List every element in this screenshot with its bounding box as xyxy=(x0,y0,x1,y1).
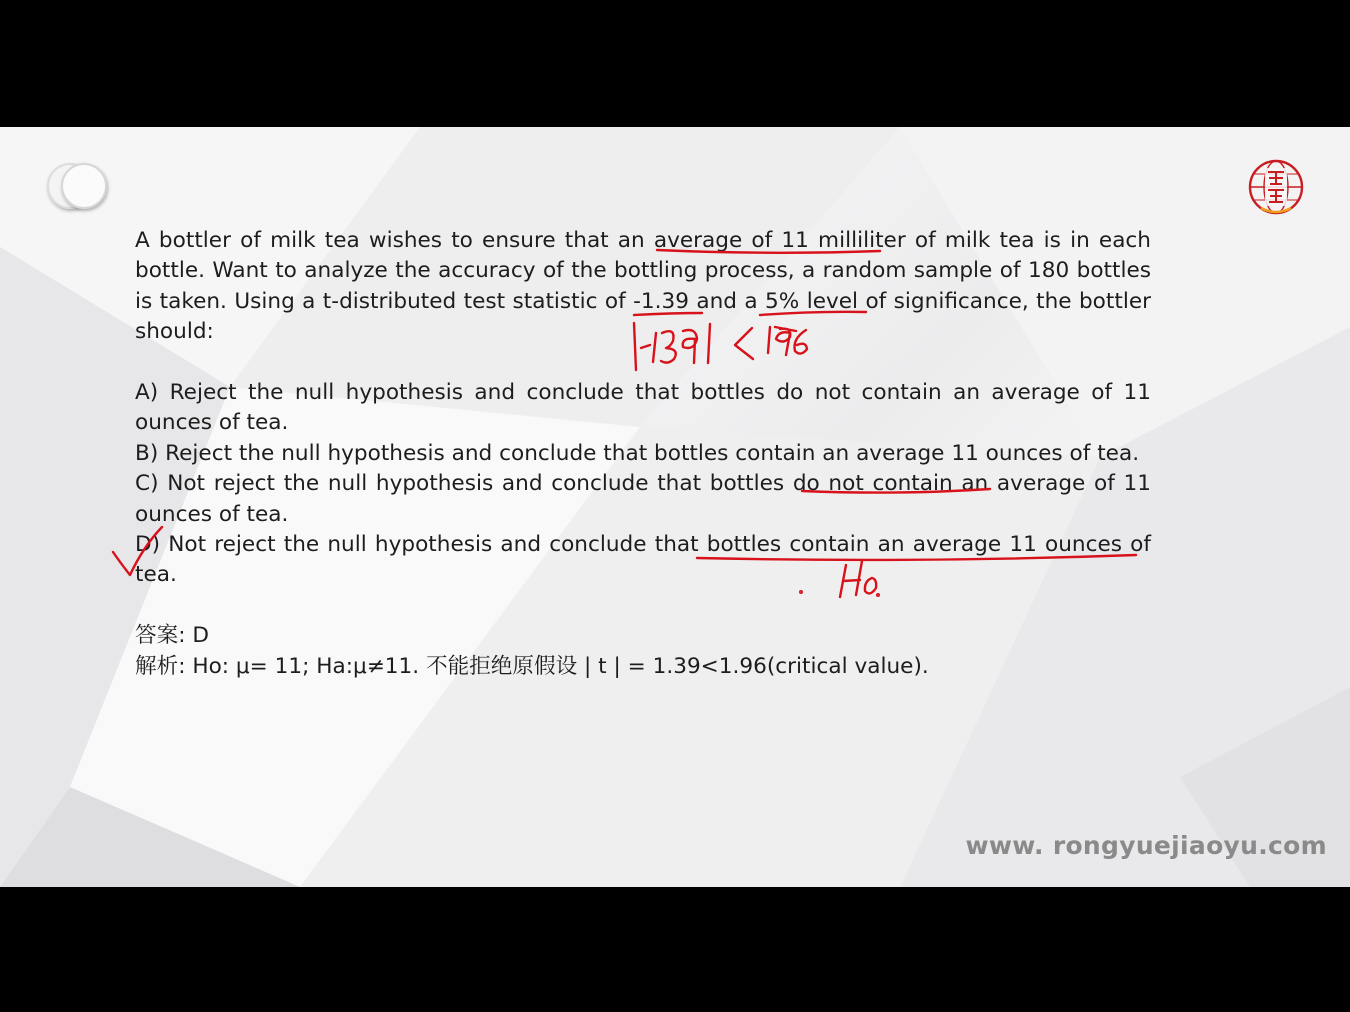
question-block xyxy=(135,226,1151,682)
option-c: C) Not reject the null hypothesis and conclude that bottles do not contain an average of 11 ounces of tea. xyxy=(135,471,1151,527)
website-watermark: www. rongyuejiaoyu.com xyxy=(965,831,1327,860)
answer-label: 答案: D xyxy=(135,623,209,649)
option-d: D) Not reject the null hypothesis and conclude that bottles contain an average 11 ounces of tea. xyxy=(135,532,1151,588)
option-b: B) Reject the null hypothesis and conclude that bottles contain an average 11 ounces of tea. xyxy=(135,440,1140,466)
overlapping-circles-icon xyxy=(44,160,114,216)
question-stem: A bottler of milk tea wishes to ensure that an average of 11 milliliter of milk tea is in each bottle. Want to analyze the accuracy of the bottling process, a random sample of 180 bottles is taken. Using a t-distributed test statistic of -1.39 and a 5% level of significance, the bottler should: xyxy=(135,228,1151,345)
answer-explanation: 解析: Ho: μ= 11; Ha:μ≠11. 不能拒绝原假设 | t | = 1.39<1.96(critical value). xyxy=(135,653,929,679)
seal-logo-icon xyxy=(1247,158,1305,216)
slide xyxy=(0,127,1350,887)
option-a: A) Reject the null hypothesis and conclude that bottles do not contain an average of 11 ounces of tea. xyxy=(135,380,1151,436)
